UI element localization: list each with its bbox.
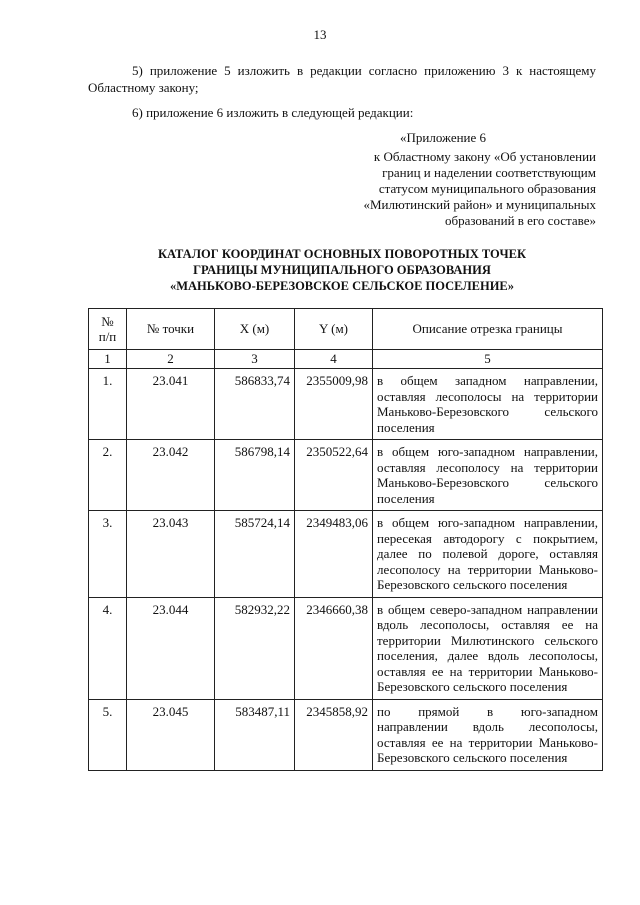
header-x: X (м) [215,309,295,350]
header-point-number: № точки [127,309,215,350]
segment-description: в общем юго-западном направлении, пересекая автодорогу с покрытием, далее по полевой дороге, оставляя лесополосу на территории Маньково-Березовского сельского поселения [373,511,603,598]
y-coordinate: 2346660,38 [295,597,373,699]
point-number: 23.044 [127,597,215,699]
header-number-abbr: п/п [98,329,117,344]
catalog-title-line: КАТАЛОГ КООРДИНАТ ОСНОВНЫХ ПОВОРОТНЫХ ТОЧЕК [157,247,527,261]
segment-description: в общем юго-западном направлении, оставляя лесополосу на территории Маньково-Березовского сельского поселения [373,440,603,511]
point-number: 23.042 [127,440,215,511]
column-number: 2 [127,350,215,369]
x-coordinate: 586798,14 [215,440,295,511]
catalog-title-line: «МАНЬКОВО-БЕРЕЗОВСКОЕ СЕЛЬСКОЕ ПОСЕЛЕНИЕ» [169,279,515,293]
table-row [89,440,603,511]
segment-description: в общем западном направлении, оставляя лесополосы на территории Маньково-Березовского сельского поселения [373,369,603,440]
appendix-subtitle-line: к Областному закону «Об установлении [373,149,596,164]
x-coordinate: 583487,11 [215,699,295,770]
header-row-number [89,309,127,350]
page-number: 13 [313,27,327,42]
row-number: 1. [89,369,127,440]
appendix-subtitle [300,149,596,229]
table-row [89,511,603,598]
y-coordinate: 2349483,06 [295,511,373,598]
row-number: 5. [89,699,127,770]
row-number: 4. [89,597,127,699]
column-number: 1 [89,350,127,369]
x-coordinate: 582932,22 [215,597,295,699]
table-row [89,597,603,699]
column-number: 4 [295,350,373,369]
header-y: Y (м) [295,309,373,350]
point-number: 23.045 [127,699,215,770]
paragraph-item-6: 6) приложение 6 изложить в следующей редакции: [132,105,414,120]
appendix-subtitle-line: границ и наделении соответствующим [382,165,596,180]
appendix-subtitle-line: образований в его составе» [444,213,596,228]
table-row [89,699,603,770]
catalog-title-line: ГРАНИЦЫ МУНИЦИПАЛЬНОГО ОБРАЗОВАНИЯ [193,263,491,277]
catalog-title [88,246,596,294]
header-description: Описание отрезка границы [373,309,603,350]
point-number: 23.043 [127,511,215,598]
column-number: 5 [373,350,603,369]
segment-description: по прямой в юго-западном направлении вдоль лесополосы, оставляя ее на территории Маньково-Березовского сельского поселения [373,699,603,770]
table-row [89,369,603,440]
point-number: 23.041 [127,369,215,440]
x-coordinate: 586833,74 [215,369,295,440]
y-coordinate: 2350522,64 [295,440,373,511]
y-coordinate: 2345858,92 [295,699,373,770]
appendix-subtitle-line: статусом муниципального образования [378,181,596,196]
paragraph-item-5: 5) приложение 5 изложить в редакции согласно приложению 3 к настоящему Областному закону; [88,63,596,95]
segment-description: в общем северо-западном направлении вдоль лесополосы, оставляя ее на территории Милютинского сельского поселения, далее вдоль лесополосы, оставляя ее на территории Маньково-Березовского сельского поселения [373,597,603,699]
y-coordinate: 2355009,98 [295,369,373,440]
coordinates-table [88,308,603,771]
row-number: 2. [89,440,127,511]
row-number: 3. [89,511,127,598]
column-numbers-row [89,350,603,369]
appendix-title: «Приложение 6 [400,130,487,145]
header-number-sign: № [101,313,114,329]
x-coordinate: 585724,14 [215,511,295,598]
column-number: 3 [215,350,295,369]
table-header-row [89,309,603,350]
appendix-subtitle-line: «Милютинский район» и муниципальных [363,197,596,212]
